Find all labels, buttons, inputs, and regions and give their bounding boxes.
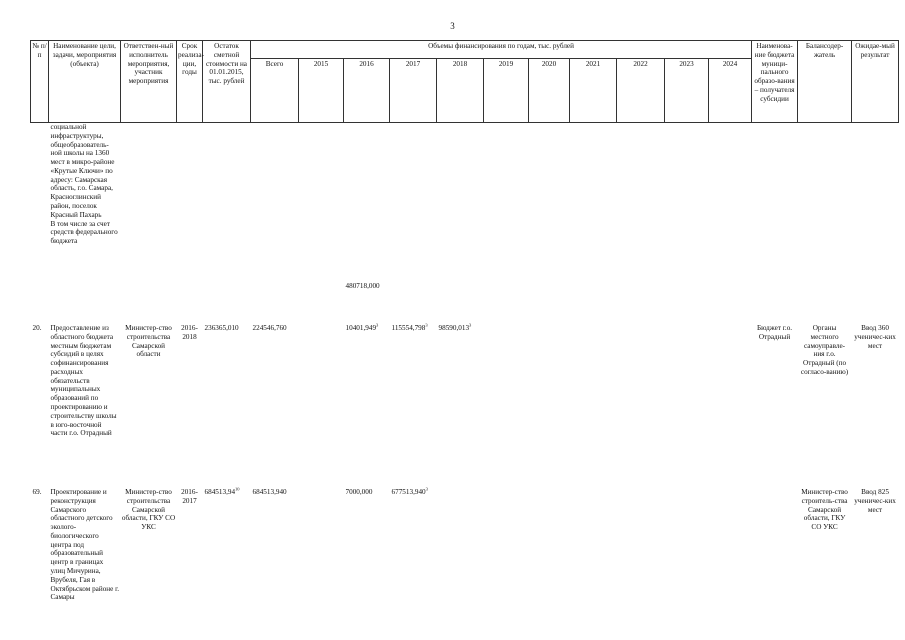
header-name: Наименование цели, задачи, мероприятия (объекта) xyxy=(49,41,121,123)
row-responsible: Министер-ство строительства Самарской области xyxy=(125,324,172,359)
table-row xyxy=(31,479,899,638)
row-amount-2017: 677513,940$^3$ xyxy=(391,486,428,496)
continuation-name-cell xyxy=(49,123,121,318)
header-holder: Балансодер-жатель xyxy=(798,41,852,123)
header-term: Срок реализа-ции, годы xyxy=(177,41,203,123)
header-funding-group: Объемы финансирования по годам, тыс. рублей xyxy=(251,41,752,59)
row-number: 69. xyxy=(32,488,42,496)
header-year-2016: 2016 xyxy=(344,59,390,123)
table-row xyxy=(31,317,899,479)
financing-table-container xyxy=(30,40,898,638)
header-responsible: Ответствен-ный исполнитель мероприятия, участник мероприятия xyxy=(121,41,177,123)
header-result: Ожидае-мый результат xyxy=(852,41,899,123)
header-num: № п/п xyxy=(31,41,49,123)
header-budget: Наименова-ние бюджета муници-пального образо-вания – получателя субсидии xyxy=(752,41,798,123)
header-total: Всего xyxy=(251,59,299,123)
header-balance: Остаток сметной стоимости на 01.01.2015, тыс. рублей xyxy=(203,41,251,123)
financing-table xyxy=(30,40,899,638)
row-number: 20. xyxy=(32,324,42,332)
header-year-2020: 2020 xyxy=(529,59,570,123)
row-responsible: Министер-ство строительства Самарской области, ГКУ СО УКС xyxy=(121,488,176,532)
page-number: 3 xyxy=(450,21,455,31)
header-year-2015: 2015 xyxy=(299,59,344,123)
row-name: Проектирование и реконструкция Самарского областного детского эколого-биологического центра под образовательный центр в границах улиц Мичурина, Врубеля, Гая в Октябрьском районе г. Самары xyxy=(50,488,120,602)
row-budget xyxy=(752,479,798,638)
header-year-2022: 2022 xyxy=(617,59,665,123)
row-amount-2018 xyxy=(437,479,484,638)
row-result: Ввод 360 ученичес-ких мест xyxy=(854,324,896,350)
continuation-name: социальной инфраструктуры, общеобразователь-ной школы на 1360 мест в микро-районе «Крутые Ключи» по адресу: Самарская область, г.о. Самара, Красноглинский район, поселок Красный Пахарь xyxy=(50,123,115,219)
row-balance: 684513,94$^{10}$ xyxy=(204,486,240,496)
row-holder: Министер-ство строитель-ства Самарской области, ГКУ СО УКС xyxy=(801,488,848,532)
header-year-2024: 2024 xyxy=(709,59,752,123)
header-year-2023: 2023 xyxy=(665,59,709,123)
row-holder: Органы местного самоуправле-ния г.о. Отрадный (по согласо-ванию) xyxy=(800,324,849,376)
row-amount-2018: 98590,013$^3$ xyxy=(438,322,472,332)
row-amount-2016: 10401,949$^3$ xyxy=(345,322,379,332)
row-balance: 236365,010 xyxy=(204,324,239,332)
continuation-including-label: В том числе за счет средств федерального бюджета xyxy=(50,219,118,246)
header-year-2017: 2017 xyxy=(390,59,437,123)
header-year-2021: 2021 xyxy=(570,59,617,123)
header-row-top xyxy=(31,41,899,59)
row-term: 2016-2017 xyxy=(181,488,198,505)
row-name: Предоставление из областного бюджета местным бюджетам субсидий в целях софинансирования расходных обязательств муниципальных образований по проектированию и строительству школы в юго-восточной части г.о. Отрадный xyxy=(50,324,117,438)
row-result: Ввод 825 ученичес-ких мест xyxy=(854,488,896,514)
row-amount-2017: 115554,798$^3$ xyxy=(391,322,428,332)
table-row-continuation xyxy=(31,123,899,318)
row-term: 2016-2018 xyxy=(181,324,198,341)
row-amount-2016: 7000,000 xyxy=(345,488,373,496)
row-total: 684513,940 xyxy=(252,488,287,496)
header-year-2018: 2018 xyxy=(437,59,484,123)
continuation-amount-2016: 480718,000 xyxy=(345,282,380,291)
header-year-2019: 2019 xyxy=(484,59,529,123)
row-total: 224546,760 xyxy=(252,324,287,332)
row-budget: Бюджет г.о. Отрадный xyxy=(756,324,793,341)
